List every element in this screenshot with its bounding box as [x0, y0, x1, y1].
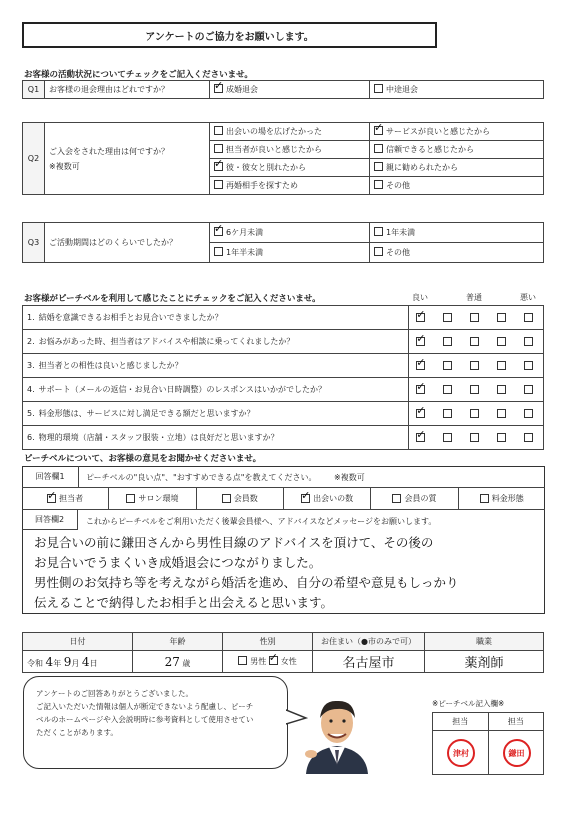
q3-question: ご活動期間はどのくらいでしたか？	[45, 223, 210, 263]
info-job: 薬剤師	[425, 651, 544, 673]
rating-choice[interactable]	[463, 426, 490, 450]
checkbox-icon[interactable]	[524, 409, 533, 418]
rating-choice[interactable]	[436, 378, 463, 402]
checkbox-icon[interactable]	[126, 494, 135, 503]
q2-option-3[interactable]: 信頼できると感じたから	[370, 141, 544, 159]
checkbox-icon[interactable]	[416, 409, 425, 418]
handwritten-line: お見合いでうまくいき成婚退会につながりました。	[34, 555, 322, 570]
rating-number: 2.	[27, 337, 35, 346]
checkbox-icon[interactable]	[269, 656, 278, 665]
rating-number: 1.	[27, 313, 35, 322]
q2-option-2[interactable]: 担当者が良いと感じたから	[210, 141, 370, 159]
survey-title: アンケートのご協力をお願いします。	[22, 22, 437, 48]
rating-number: 5.	[27, 409, 35, 418]
q2-question-cell	[45, 123, 210, 195]
checkbox-icon[interactable]	[443, 433, 452, 442]
rating-choice[interactable]	[463, 402, 490, 426]
answer1-prompt: ピーチベルの"良い点"、"おすすめできる点"を教えてください。	[86, 473, 317, 482]
answer1-option-label: 会員数	[233, 494, 258, 503]
staff-col1: 担当	[433, 713, 489, 731]
rating-choice[interactable]	[436, 330, 463, 354]
checkbox-icon[interactable]	[416, 361, 425, 370]
staff-col2: 担当	[488, 713, 544, 731]
rating-question	[23, 402, 409, 426]
q2-option-6[interactable]: 再婚相手を探すため	[210, 177, 370, 195]
checkbox-icon[interactable]	[497, 361, 506, 370]
rating-col-bad: 悪い	[520, 293, 536, 302]
rating-choice[interactable]	[463, 306, 490, 330]
rating-choice[interactable]	[436, 306, 463, 330]
message-line: ご記入いただいた情報は個人が断定できないよう配慮し、ピーチ	[36, 702, 254, 711]
q1-option-0[interactable]: ✓ 成婚退会	[210, 81, 370, 99]
rating-row	[23, 330, 544, 354]
checkbox-icon[interactable]	[497, 337, 506, 346]
q2-option-1[interactable]: ✓ サービスが良いと感じたから	[370, 123, 544, 141]
message-line: アンケートのご回答ありがとうございました。	[36, 689, 194, 698]
handwritten-line: 伝えることで納得したお相手と出会えると思います。	[34, 595, 334, 610]
rating-choice[interactable]	[463, 354, 490, 378]
rating-row	[23, 306, 544, 330]
info-gender[interactable]: 男性 ✓ 女性	[223, 651, 313, 673]
staff-table	[432, 712, 544, 775]
rating-choice[interactable]	[436, 426, 463, 450]
checkbox-icon[interactable]	[470, 337, 479, 346]
rating-choice[interactable]	[409, 306, 436, 330]
q3-table	[22, 222, 544, 263]
info-header-age: 年齢	[133, 633, 223, 651]
q2-question: ご入会をされた理由は何ですか？	[49, 146, 169, 156]
answer1-header	[22, 466, 545, 488]
info-header-gender: 性別	[223, 633, 313, 651]
activity-heading: お客様の活動状況についてチェックをご記入くださいませ。	[24, 70, 253, 80]
rating-text: 物理的環境（店舗・スタッフ服装・立地）は良好だと思いますか？	[38, 433, 279, 442]
answer1-option[interactable]	[22, 488, 108, 509]
rating-col-good: 良い	[412, 293, 428, 302]
q3-number: Q3	[23, 223, 45, 263]
checkbox-icon[interactable]	[524, 433, 533, 442]
rating-choice[interactable]	[490, 306, 517, 330]
answer2-handwritten	[34, 533, 459, 613]
answer2-prompt: これからピーチベルをご利用いただく後輩会員様へ、アドバイスなどメッセージをお願いします。	[86, 517, 437, 526]
message-line: ただくことがあります。	[36, 728, 118, 737]
thanks-message	[23, 676, 288, 769]
checkbox-icon[interactable]	[374, 84, 383, 93]
rating-choice[interactable]	[517, 378, 544, 402]
q3-option-0[interactable]: ✓6ケ月未満	[210, 223, 370, 243]
answer1-option[interactable]	[283, 488, 370, 509]
checkbox-icon[interactable]	[497, 313, 506, 322]
checkbox-icon[interactable]	[47, 494, 56, 503]
checkbox-icon[interactable]	[524, 385, 533, 394]
checkbox-icon[interactable]	[470, 361, 479, 370]
rating-text: 結婚を意識できるお相手とお見合いできましたか？	[38, 313, 223, 322]
checkbox-icon[interactable]	[416, 313, 425, 322]
checkbox-icon[interactable]	[497, 409, 506, 418]
checkbox-icon[interactable]	[443, 385, 452, 394]
q3-option-1[interactable]: 1年未満	[370, 223, 544, 243]
answer1-option-label: サロン環境	[138, 494, 179, 503]
checkbox-icon[interactable]	[524, 337, 533, 346]
checkbox-icon[interactable]	[470, 313, 479, 322]
q2-option-7[interactable]: その他	[370, 177, 544, 195]
q1-number: Q1	[23, 81, 45, 99]
rating-text: 担当者との相性は良いと感じましたか？	[38, 361, 183, 370]
checkbox-icon[interactable]	[497, 433, 506, 442]
q2-option-4[interactable]: ✓彼・彼女と別れたから	[210, 159, 370, 177]
rating-choice[interactable]	[409, 378, 436, 402]
q1-question: お客様の退会理由はどれですか？	[45, 81, 210, 99]
rating-row	[23, 354, 544, 378]
rating-text: 料金形態は、サービスに対し満足できる額だと思いますか？	[38, 409, 255, 418]
opinion-heading: ピーチベルについて、お客様の意見をお聞かせくださいませ。	[24, 454, 262, 464]
checkbox-icon[interactable]	[214, 144, 223, 153]
rating-question	[23, 378, 409, 402]
checkbox-icon[interactable]	[524, 313, 533, 322]
checkbox-icon[interactable]	[443, 313, 452, 322]
answer1-option-label: 担当者	[59, 494, 84, 503]
answer1-note: ※複数可	[334, 473, 365, 482]
checkbox-icon[interactable]	[374, 247, 383, 256]
rating-choice[interactable]	[490, 354, 517, 378]
rating-number: 4.	[27, 385, 35, 394]
rating-text: サポート（メールの返信・お見合い日時調整）のレスポンスはいかがでしたか？	[38, 385, 326, 394]
rating-choice[interactable]	[463, 378, 490, 402]
checkbox-icon[interactable]	[392, 494, 401, 503]
checkbox-icon[interactable]	[301, 494, 310, 503]
checkbox-icon[interactable]	[214, 126, 223, 135]
rating-choice[interactable]	[517, 306, 544, 330]
checkbox-icon[interactable]	[416, 337, 425, 346]
handwritten-line: お見合いの前に鎌田さんから男性目線のアドバイスを頂けて、その後の	[34, 535, 434, 550]
info-header-job: 職業	[425, 633, 544, 651]
checkbox-icon[interactable]	[374, 144, 383, 153]
checkbox-icon[interactable]	[214, 162, 223, 171]
q2-number: Q2	[23, 123, 45, 195]
info-header-date: 日付	[23, 633, 133, 651]
checkbox-icon[interactable]	[374, 180, 383, 189]
checkbox-icon[interactable]	[524, 361, 533, 370]
checkbox-icon[interactable]	[470, 409, 479, 418]
rating-row	[23, 426, 544, 450]
q1-table	[22, 80, 544, 99]
rating-number: 3.	[27, 361, 35, 370]
rating-choice[interactable]	[490, 402, 517, 426]
rating-row	[23, 378, 544, 402]
rating-col-normal: 普通	[466, 293, 482, 302]
checkbox-icon[interactable]	[214, 84, 223, 93]
info-date: 令和 4年 9月 4日	[23, 651, 133, 673]
rating-question	[23, 354, 409, 378]
answer1-option[interactable]	[370, 488, 457, 509]
rating-number: 6.	[27, 433, 35, 442]
rating-choice[interactable]	[409, 426, 436, 450]
checkbox-icon[interactable]	[214, 180, 223, 189]
rating-choice[interactable]	[409, 354, 436, 378]
checkbox-icon[interactable]	[416, 385, 425, 394]
checkbox-icon[interactable]	[443, 361, 452, 370]
rating-choice[interactable]	[463, 330, 490, 354]
checkbox-icon[interactable]	[238, 656, 247, 665]
rating-row	[23, 402, 544, 426]
answer2-header	[22, 510, 545, 530]
rating-choice[interactable]	[517, 330, 544, 354]
checkbox-icon[interactable]	[443, 409, 452, 418]
answer2-label: 回答欄2	[22, 510, 78, 530]
checkbox-icon[interactable]	[374, 162, 383, 171]
answer1-option[interactable]	[196, 488, 283, 509]
info-age: 27 歳	[133, 651, 223, 673]
rating-choice[interactable]	[436, 354, 463, 378]
rating-heading: お客様がピーチベルを利用して感じたことにチェックをご記入くださいませ。	[24, 294, 321, 304]
answer1-option[interactable]	[458, 488, 545, 509]
staff-stamp-cell-1	[433, 731, 489, 775]
answer1-option-label: 料金形態	[491, 494, 524, 503]
rating-question	[23, 330, 409, 354]
info-residence: 名古屋市	[313, 651, 425, 673]
checkbox-icon[interactable]	[222, 494, 231, 503]
rating-choice[interactable]	[409, 402, 436, 426]
staff-heading: ※ピーチベル記入欄※	[432, 699, 505, 708]
rating-question	[23, 426, 409, 450]
handwritten-line: 男性側のお気持ち等を考えながら婚活を進め、自分の希望や意見もしっかり	[34, 575, 459, 590]
q2-table	[22, 122, 544, 195]
rating-table	[22, 305, 544, 450]
rating-choice[interactable]	[490, 330, 517, 354]
q1-option-1[interactable]: 中途退会	[370, 81, 544, 99]
q2-note: ※複数可	[49, 161, 80, 171]
info-table	[22, 632, 544, 673]
rating-choice[interactable]	[436, 402, 463, 426]
rating-choice[interactable]	[517, 354, 544, 378]
answer1-option-label: 会員の質	[404, 494, 437, 503]
q3-option-3[interactable]: その他	[370, 243, 544, 263]
rating-choice[interactable]	[517, 402, 544, 426]
answer1-label: 回答欄1	[22, 466, 79, 487]
rating-text: お悩みがあった時、担当者はアドバイスや相談に乗ってくれましたか？	[38, 337, 295, 346]
hanko-stamp: 鎌田	[503, 739, 531, 767]
rating-choice[interactable]	[490, 426, 517, 450]
hanko-stamp: 津村	[447, 739, 475, 767]
answer1-options	[22, 488, 545, 510]
checkbox-icon[interactable]	[214, 227, 223, 236]
q3-option-2[interactable]: 1年半未満	[210, 243, 370, 263]
checkbox-icon[interactable]	[374, 227, 383, 236]
staff-stamp-cell-2	[488, 731, 544, 775]
checkbox-icon[interactable]	[443, 337, 452, 346]
q2-option-0[interactable]: 出会いの場を広げたかった	[210, 123, 370, 141]
checkbox-icon[interactable]	[497, 385, 506, 394]
checkbox-icon[interactable]	[470, 433, 479, 442]
rating-choice[interactable]	[409, 330, 436, 354]
message-line: ベルのホームページや入会説明時に参考資料として使用させてい	[36, 715, 254, 724]
answer1-option[interactable]	[108, 488, 195, 509]
rating-choice[interactable]	[490, 378, 517, 402]
checkbox-icon[interactable]	[480, 494, 489, 503]
rating-choice[interactable]	[517, 426, 544, 450]
checkbox-icon[interactable]	[416, 433, 425, 442]
staff-illustration-icon	[298, 690, 376, 774]
checkbox-icon[interactable]	[470, 385, 479, 394]
q2-option-5[interactable]: 親に勧められたから	[370, 159, 544, 177]
checkbox-icon[interactable]	[374, 126, 383, 135]
answer1-option-label: 出会いの数	[313, 494, 354, 503]
rating-question	[23, 306, 409, 330]
info-header-residence: お住まい（●市のみで可）	[313, 633, 425, 651]
checkbox-icon[interactable]	[214, 247, 223, 256]
